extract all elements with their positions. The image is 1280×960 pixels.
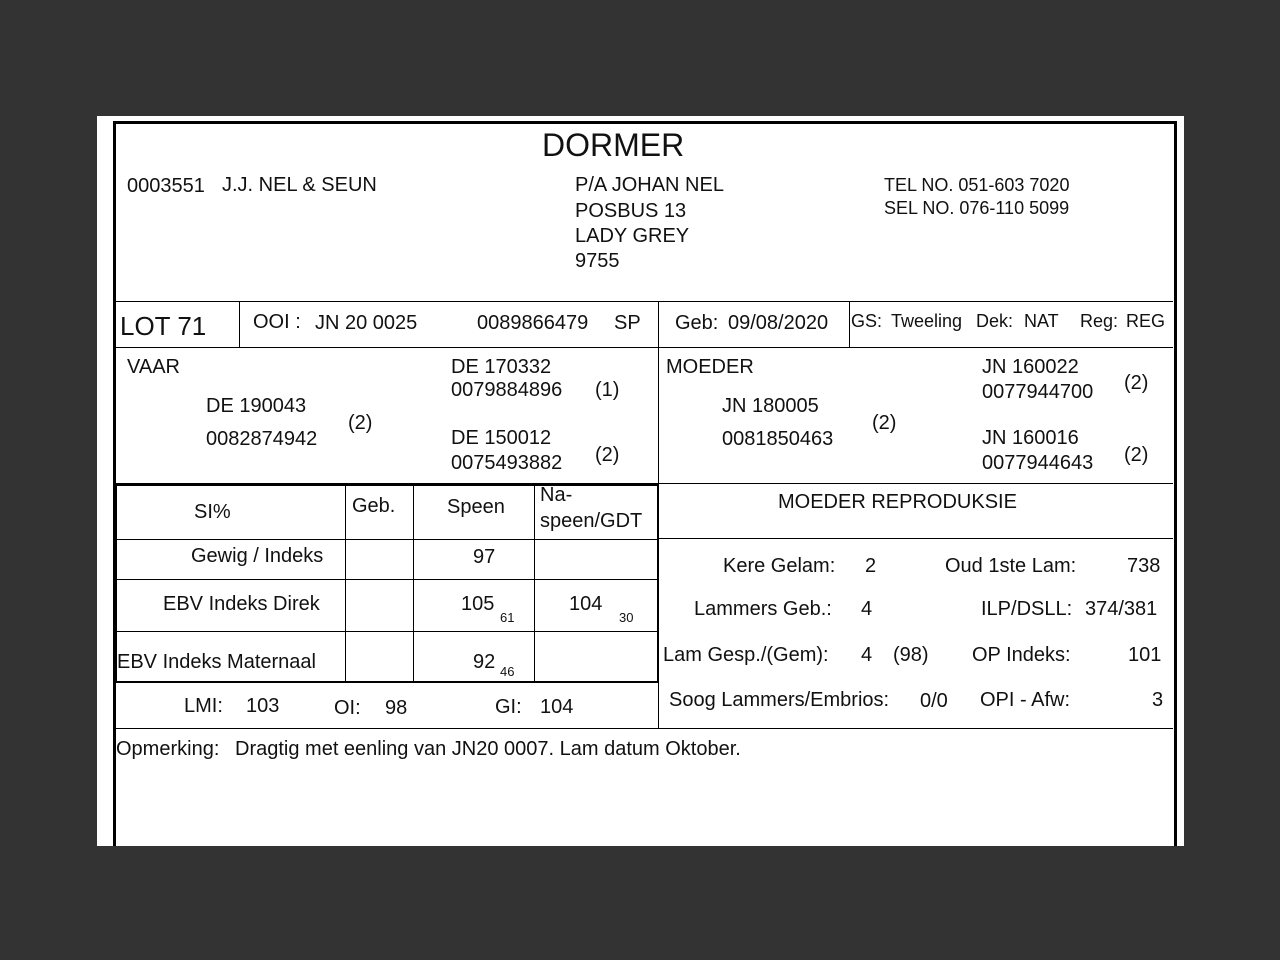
opi-afw-value: 3 bbox=[1152, 689, 1164, 711]
ewe-sp: SP bbox=[614, 312, 641, 334]
birth-date-label: Geb: bbox=[675, 312, 719, 334]
kere-gelam-value: 2 bbox=[865, 555, 877, 577]
lmi-value: 103 bbox=[246, 695, 280, 717]
reg-value: REG bbox=[1126, 311, 1166, 331]
birth-date: 09/08/2020 bbox=[728, 312, 829, 334]
ooi-label: OOI : bbox=[253, 311, 301, 333]
row-label: EBV Indeks Direk bbox=[163, 593, 320, 615]
ilp-dsll-label: ILP/DSLL: bbox=[981, 598, 1073, 620]
row-speen-accuracy: 46 bbox=[500, 664, 515, 679]
gs-value: Tweeling bbox=[891, 311, 963, 331]
op-indeks-value: 101 bbox=[1128, 644, 1162, 666]
cut-off-footer-text bbox=[157, 840, 1127, 846]
gi-value: 104 bbox=[540, 696, 574, 718]
opi-afw-label: OPI - Afw: bbox=[980, 689, 1071, 711]
row-speen: 92 bbox=[473, 651, 496, 673]
dam-id: JN 180005 bbox=[722, 395, 819, 417]
remark-text: Dragtig met eenling van JN20 0007. Lam datum Oktober. bbox=[235, 738, 741, 760]
row-speen: 97 bbox=[473, 546, 496, 568]
dam-dam-mark: (2) bbox=[1124, 444, 1149, 466]
dek-value: NAT bbox=[1024, 311, 1059, 331]
na-header: Na- bbox=[540, 484, 573, 506]
soog-lammers-label: Soog Lammers/Embrios: bbox=[669, 689, 890, 711]
breed-title: DORMER bbox=[542, 127, 685, 163]
address-line-4: 9755 bbox=[575, 250, 620, 272]
dam-mark: (2) bbox=[872, 412, 897, 434]
lammers-geb-label: Lammers Geb.: bbox=[694, 598, 832, 620]
breeder-name: J.J. NEL & SEUN bbox=[222, 174, 377, 196]
dek-label: Dek: bbox=[976, 311, 1014, 331]
lam-gesp-label: Lam Gesp./(Gem): bbox=[663, 644, 829, 666]
row-label: EBV Indeks Maternaal bbox=[117, 651, 316, 673]
ewe-reg-number: 0089866479 bbox=[477, 312, 589, 334]
address-line-3: LADY GREY bbox=[575, 225, 690, 247]
oud-1ste-lam-label: Oud 1ste Lam: bbox=[945, 555, 1077, 577]
lot-number: LOT 71 bbox=[120, 311, 207, 341]
dam-dam-reg-number: 0077944643 bbox=[982, 452, 1094, 474]
cell-number: SEL NO. 076-110 5099 bbox=[884, 198, 1070, 218]
soog-lammers-value: 0/0 bbox=[920, 690, 948, 712]
sire-dam-reg-number: 0075493882 bbox=[451, 452, 563, 474]
dam-reg-number: 0081850463 bbox=[722, 428, 834, 450]
lmi-label: LMI: bbox=[184, 695, 223, 717]
row-speen: 105 bbox=[461, 593, 495, 615]
row-na: 104 bbox=[569, 593, 603, 615]
breeder-id: 0003551 bbox=[127, 175, 205, 197]
gi-label: GI: bbox=[495, 696, 522, 718]
kere-gelam-label: Kere Gelam: bbox=[723, 555, 836, 577]
sire-sire-id: DE 170332 bbox=[451, 356, 552, 378]
si-header: SI% bbox=[194, 501, 231, 523]
oi-value: 98 bbox=[385, 697, 408, 719]
address-line-2: POSBUS 13 bbox=[575, 200, 687, 222]
sire-sire-reg-number: 0079884896 bbox=[451, 379, 563, 401]
dam-label: MOEDER bbox=[666, 356, 754, 378]
op-indeks-label: OP Indeks: bbox=[972, 644, 1071, 666]
oud-1ste-lam-value: 738 bbox=[1127, 555, 1161, 577]
sire-dam-mark: (2) bbox=[595, 444, 620, 466]
sire-id: DE 190043 bbox=[206, 395, 307, 417]
remark-label: Opmerking: bbox=[116, 738, 220, 760]
address-line-1: P/A JOHAN NEL bbox=[575, 174, 724, 196]
sale-catalogue-card bbox=[97, 116, 1184, 846]
ilp-dsll-value: 374/381 bbox=[1085, 598, 1158, 620]
reproduction-title: MOEDER REPRODUKSIE bbox=[778, 491, 1017, 513]
ewe-id: JN 20 0025 bbox=[315, 312, 418, 334]
lam-gesp-value: 4 bbox=[861, 644, 873, 666]
speen-gdt-header: speen/GDT bbox=[540, 510, 643, 532]
sire-label: VAAR bbox=[127, 356, 180, 378]
sire-sire-mark: (1) bbox=[595, 379, 620, 401]
tel-number: TEL NO. 051-603 7020 bbox=[884, 175, 1070, 195]
dam-sire-mark: (2) bbox=[1124, 372, 1149, 394]
sire-reg-number: 0082874942 bbox=[206, 428, 318, 450]
row-na-accuracy: 30 bbox=[619, 610, 634, 625]
dam-sire-reg-number: 0077944700 bbox=[982, 381, 1094, 403]
row-label: Gewig / Indeks bbox=[191, 545, 324, 567]
reg-label: Reg: bbox=[1080, 311, 1119, 331]
dam-sire-id: JN 160022 bbox=[982, 356, 1079, 378]
dam-dam-id: JN 160016 bbox=[982, 427, 1079, 449]
oi-label: OI: bbox=[334, 697, 361, 719]
sire-mark: (2) bbox=[348, 412, 373, 434]
lammers-geb-value: 4 bbox=[861, 598, 873, 620]
gs-label: GS: bbox=[851, 311, 883, 331]
geb-header: Geb. bbox=[352, 495, 396, 517]
speen-header: Speen bbox=[447, 496, 505, 518]
sire-dam-id: DE 150012 bbox=[451, 427, 552, 449]
row-speen-accuracy: 61 bbox=[500, 610, 515, 625]
lam-gem-value: (98) bbox=[893, 644, 929, 666]
